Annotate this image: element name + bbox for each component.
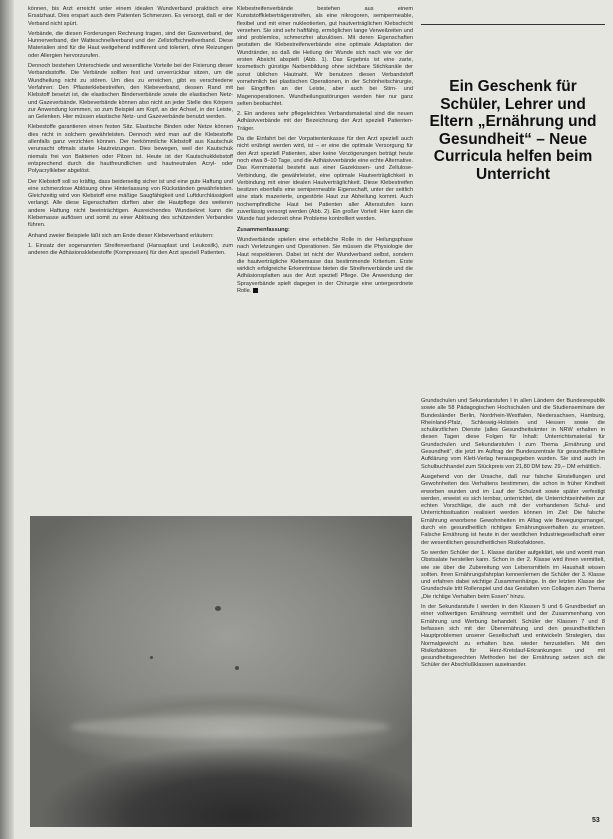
paragraph: Klebestoffe garantieren einen festen Sitz. Elastische Binden oder Netze können dies nicht in solchem gewährleisten. Dennoch wird man auf die Klebestoffe allenfalls ganz verzichten können. Der herkömmliche Klebstoff aus Kautschuk verursacht oftmals starke Hautreizungen. Dies bewegen, weil der Kautschuk niemals frei von Bakterien oder Pilzen ist. Heute ist der Kautschukklebstoff entsprechend durch die hautfreundlichen und hautneutralen Acryl- oder Polyacrylkleber abgelöst. [28, 124, 233, 175]
paragraph: Dennoch bestehen Unterschiede und wesentliche Vorteile bei der Fixierung dieser Verbandsstoffe. Die Verbände sollten fest und unverrückbar sitzen, um die Wundheilung nicht zu stören. Um dies zu erreichen, gibt es verschiedene Verfahren: Den Pflasterklebestreifen, den Klebeverband, dessen Rand mit Klebstoff besetzt ist, die elastischen Binderverbände sowie die elastischen Netz- und Gazeverbände. Klebeverbände können also nicht an jeder Stelle des Körpers zur Anwendung kommen, so zum Beispiel am Kopf, an der Achsel, in der Leiste, an Gelenken. Hier müssen elastische Netz- und Gazeverbände benutzt werden. [28, 63, 233, 121]
summary-text: Wundverbände spielen eine erhebliche Rolle in der Heilungsphase nach Verletzungen und Operationen. Sie müssen die Physiologie der Haut respektieren. Dabei ist nicht der Wundverband selbst, sondern die hautverträgliche Klebemasse das bestimmende Kriterium. Erste wirklich erfolgreiche Erkenntnisse bieten die Streifenverbände und die Adhäsionsplatten aus der Arzt speziell Pflege. Die Anwendung der Sprayverbände spielt dagegen in der Chirurgie eine untergeordnete Rolle. [237, 236, 413, 294]
photo-skin-spot [235, 666, 239, 670]
paragraph: Der Klebstoff soll so kräftig, dass beiderseitig sicher ist und eine gute Haftung und eine schmerzlose Ablösung ohne Hinterlassung von Rückständen gewährleisten. Gleichzeitig wird von Klebstoff eine mäßige Saugfähigkeit und Luftdurchlässigkeit verlangt. Alle diese Eigenschaften dürften aber die Hautpflege des weiteren andere Haftung nicht beeinträchtigen. Ausreichendes Wundsekret kann die Klebemasse auflösen und somit zu einer Ablösung des schützenden Verbandes führen. [28, 178, 233, 229]
paragraph: Da die Einfahrt bei der Vorpatientenkasse für den Arzt speziell auch nicht erübrigt werden wird, ist – er eine die optimale Versorgung für den Arzt speziell Patienten, aber keine Verzögerungen beträgt heute noch etwa 8–10 Tage, und die Adhäsivverbände eine echte Alternative. Das Kernmaterial besteht aus einer Gazekissen- und Zellulose-Verbindung, die gewährleistet, eine optimale Hautverträglichkeit in Verbindung mit einer idealen Hautverträglichkeit. Diese Klebestreifen besitzen ebenfalls eine semipermeable Eigenschaft, unter der seitlich eine stark mazerierte, ungestörte Haut zur Abheilung kommt. Auch hochempfindliche Haut bei Patienten aller Altersstufen kann zuverlässig versorgt werden (Abb. 2). Ein großer Vorteil: Hier kann die Wunde fast jederzeit ohne Probleme kontrolliert werden. [237, 136, 413, 223]
photo-skin-fold [70, 716, 390, 738]
wound-dressing-photo [30, 516, 412, 827]
article-column-1 [28, 6, 233, 509]
paragraph: In der Sekundarstufe I werden in den Klassen 5 und 6 Grundbedarf an einer vollwertigen Ernährung vermittelt und der Zusammenhang von Ernährung und Werbung behandelt. Schüler der Klassen 7 und 8 befassen sich mit der Überernährung und den gesundheitlichen Hauptproblemen unserer Gesellschaft und entwickeln Strategien, das Normalgewicht zu erhalten bzw. wieder herzustellen. Mit den Risikofaktoren für Herz-Kreislauf-Erkrankungen und mit gesundheitsgerechten Methoden bei der Ernährung setzen sich die Schüler der Abschlußklassen auseinander. [421, 604, 605, 669]
paragraph: Anhand zweier Beispiele läßt sich am Ende dieser Klebeverband erläutern: [28, 232, 214, 239]
headline-rule [421, 24, 605, 25]
paragraph: So werden Schüler der 1. Klasse darüber aufgeklärt, wie und womit man Obstsalate herstellen kann. Schon in der 2. Klasse wird ihnen vermittelt, wie sie über die Zubereitung von Lebensmitteln im Haushalt wissen sollten. Ihren Ernährungsfahrplan kennenlernen die Schüler der 3. Klasse und erfahren dabei wichtige Zusammenhänge. In der letzten Klasse der Grundschule tritt Rollenspiel und das Gestalten von Collagen zum Thema „Die richtige Verhalten beim Essen“ hinzu. [421, 549, 605, 600]
paragraph: Grundschulen und Sekundarstufen I in allen Ländern der Bundesrepublik sowie alle 58 Pädagogischen Hochschulen und die Studienseminare der Bundesländer Berlin, Nordrhein-Westfalen, Niedersachsen, Hamburg, Rheinland-Pfalz, Schleswig-Holstein und Hessen sowie die schulärztlichen Dienste (alles Gesundheitsämter in NRW erhalten in diesen Tagen diese Folgen für Inhalt: Unterrichtsmaterial für Grundschulen und Sekundarstufen I zum Thema „Ernährung und Gesundheit“, die jetzt im Auftrag der Bundeszentrale für gesundheitliche Aufklärung vom Klett-Verlag herausgegeben wurden. Sie sind auch im Schulbuchhandel zum Stückpreis von 21,80 DM bzw. 29,– DM erhältlich. [421, 398, 605, 470]
paragraph: Klebestreifenverbände bestehen aus einem Kunststoffkleberträgerstreifen, als eine nikrogoren, semipermeable, flexibel und mit einer nukleotierten, gut hautverträglichen Klebschicht versehen. Sie sind sehr haftfähig, ermöglichen lange Verweilzeiten und sind problemlos, schmerzfrei abzulösen. Mit deren Eigenschaften gestatten die Klebestreifenverbände eine optimale Adaptation der Wundränder, so daß die Heilung der Wunde sich nach wie vor der ersten Absicht abspielt (Abb. 1). Das Ergebnis ist eine zarte, kosmetisch günstige Narbenbildung ohne sichtbare Stichkanäle der sonst üblichen Hautnaht. Wir benutzen diesen Verbandstoff vornehmlich bei plastischen Operationen, in der Schönheitschirurgie, bei Eingriffen an der Leiste, aber auch bei Stirn- und Magenoperationen. Wundheilungsstörungen werden hier nur ganz selten beobachtet. [237, 6, 413, 107]
end-of-article-mark [253, 288, 258, 293]
article-headline: Ein Geschenk für Schüler, Lehrer und Eltern „Ernährung und Gesundheit“ – Neue Curricula helfen beim Unterricht [429, 78, 597, 183]
photo-skin-spot [150, 656, 153, 659]
summary-heading: Zusammenfassung: [237, 226, 290, 233]
article-column-2 [237, 6, 413, 509]
summary-paragraph [237, 237, 413, 295]
article-column-3 [421, 398, 605, 826]
photo-skin-spot [215, 606, 221, 611]
paragraph: 1. Einsatz der sogenannten Streifenverband (Hansaplast und Leukosilk), zum anderen die Adhäsionsklebestoffe (Kompressen) für den Arzt speziell Patienten. [28, 242, 233, 257]
page-gutter-shadow [0, 0, 14, 839]
paragraph: 2. Ein anderes sehr pflegeleichtes Verbandsmaterial sind die neuen Adhäsivverbände mit der Bezeichnung der Arzt speziell Patienten-Träger. [237, 111, 413, 132]
paragraph: können, bis Arzt erreicht unter einem idealen Wundverband praktisch eine Ersatzhaut. Dies erspart auch dem Patienten Schmerzen. Es versorgt, daß er der Verband nicht spürt. [28, 6, 233, 27]
paragraph: Verbände, die diesen Forderungen Rechnung tragen, sind der Gazeverband, der Hunnerverband, der Watteschnellverband und der Zellstoffschnellverband. Diese Materialien sind für die Haut weitgehend indifferent und toleriert, ohne Reizungen oder Allergien hervorzurufen. [28, 30, 233, 59]
page-number: 53 [592, 817, 600, 824]
paragraph: Ausgehend von der Ursache, daß nur falsche Einstellungen und Gewohnheiten des Verhaltens bestimmen, die schon in früher Kindheit erworben wurden und im Lauf der Schulzeit sowie später verfestigt werden, erweist es sich lernbar, unterrichtet, die Unterrichtseinheiten zur echten Vorschläge, die auch mit der vorhandenen Schul- und Unterrichtssituation realisiert werden können im Ziel: Die falsche Ernährung erworbene Gewohnheiten im Alltag wie Bewegungsmangel, durch ein gesundheitlich richtiges Ernährungsverhalten zu ersetzen. Falsche Ernährung ist heute in der westlichen Industriegesellschaft einer der wesentlichen gesundheitlichen Risikofaktoren. [421, 473, 605, 546]
